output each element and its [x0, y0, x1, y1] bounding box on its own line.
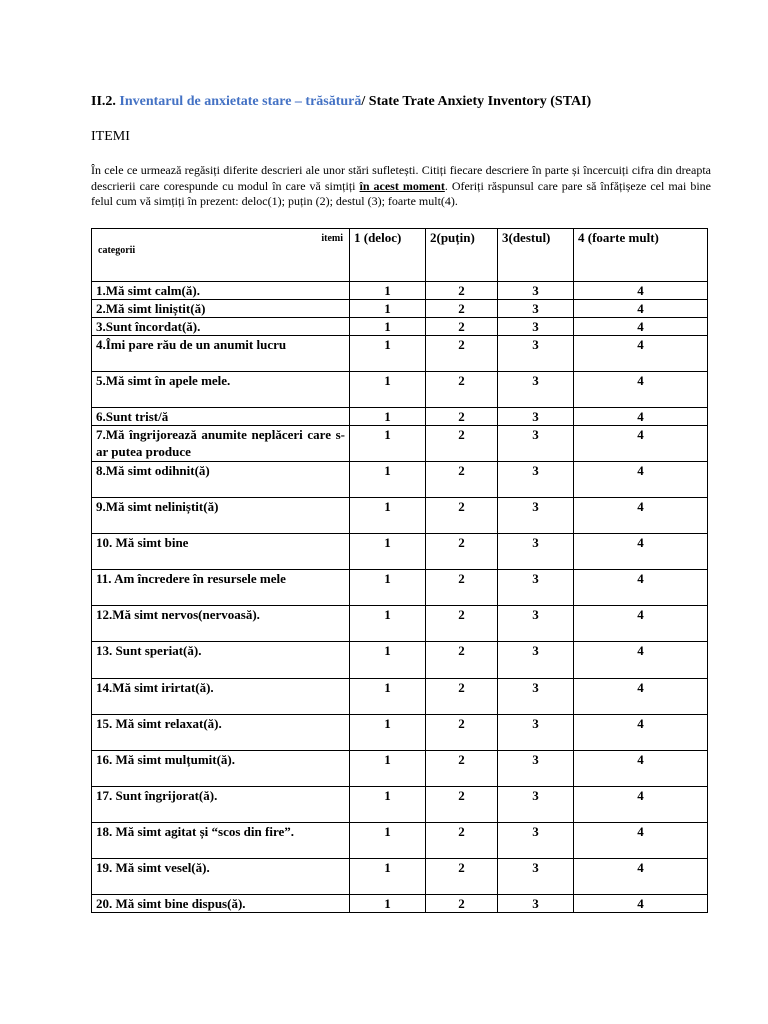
- score-option-2[interactable]: 2: [426, 859, 498, 895]
- score-option-4[interactable]: 4: [574, 336, 708, 372]
- score-option-2[interactable]: 2: [426, 570, 498, 606]
- header-foarte-mult: 4 (foarte mult): [574, 229, 708, 282]
- score-option-4[interactable]: 4: [574, 570, 708, 606]
- score-option-4[interactable]: 4: [574, 606, 708, 642]
- section-title: [91, 94, 731, 110]
- item-label: 5.Mă simt în apele mele.: [92, 372, 350, 408]
- score-option-4[interactable]: 4: [574, 751, 708, 787]
- table-row: [92, 498, 708, 534]
- score-option-3[interactable]: 3: [498, 408, 574, 426]
- score-option-1[interactable]: 1: [350, 787, 426, 823]
- score-option-1[interactable]: 1: [350, 408, 426, 426]
- score-option-1[interactable]: 1: [350, 715, 426, 751]
- score-option-3[interactable]: 3: [498, 282, 574, 300]
- score-option-3[interactable]: 3: [498, 895, 574, 913]
- item-label: 15. Mă simt relaxat(ă).: [92, 715, 350, 751]
- score-option-3[interactable]: 3: [498, 462, 574, 498]
- score-option-4[interactable]: 4: [574, 715, 708, 751]
- table-row: [92, 462, 708, 498]
- score-option-1[interactable]: 1: [350, 751, 426, 787]
- score-option-4[interactable]: 4: [574, 498, 708, 534]
- score-option-2[interactable]: 2: [426, 534, 498, 570]
- instructions-paragraph: [91, 163, 711, 210]
- score-option-4[interactable]: 4: [574, 679, 708, 715]
- table-row: [92, 282, 708, 300]
- score-option-2[interactable]: 2: [426, 751, 498, 787]
- score-option-2[interactable]: 2: [426, 408, 498, 426]
- instructions-part-2: . Oferiți răspunsul care pare să înfățișeze cel mai bine felul cum vă simțiți în prezent: deloc(1); puțin (2); destul (3); foarte mult(4).: [91, 178, 711, 208]
- score-option-1[interactable]: 1: [350, 679, 426, 715]
- score-option-1[interactable]: 1: [350, 372, 426, 408]
- table-row: [92, 318, 708, 336]
- table-row: [92, 895, 708, 913]
- score-option-4[interactable]: 4: [574, 300, 708, 318]
- score-option-3[interactable]: 3: [498, 606, 574, 642]
- score-option-2[interactable]: 2: [426, 642, 498, 679]
- table-row: [92, 715, 708, 751]
- score-option-2[interactable]: 2: [426, 426, 498, 462]
- table-row: [92, 534, 708, 570]
- corner-itemi-label: itemi: [321, 233, 343, 244]
- score-option-3[interactable]: 3: [498, 751, 574, 787]
- score-option-4[interactable]: 4: [574, 408, 708, 426]
- item-label: 11. Am încredere în resursele mele: [92, 570, 350, 606]
- score-option-2[interactable]: 2: [426, 462, 498, 498]
- score-option-3[interactable]: 3: [498, 426, 574, 462]
- score-option-1[interactable]: 1: [350, 606, 426, 642]
- score-option-1[interactable]: 1: [350, 300, 426, 318]
- score-option-3[interactable]: 3: [498, 372, 574, 408]
- header-destul: 3(destul): [498, 229, 574, 282]
- header-putin: 2(puțin): [426, 229, 498, 282]
- corner-header-cell: [92, 229, 350, 282]
- score-option-1[interactable]: 1: [350, 534, 426, 570]
- table-row: [92, 642, 708, 679]
- table-header-row: [92, 229, 708, 282]
- score-option-4[interactable]: 4: [574, 534, 708, 570]
- itemi-label: ITEMI: [91, 129, 130, 144]
- item-label: 9.Mă simt neliniștit(ă): [92, 498, 350, 534]
- table-row: [92, 859, 708, 895]
- score-option-3[interactable]: 3: [498, 534, 574, 570]
- score-option-4[interactable]: 4: [574, 282, 708, 300]
- score-option-2[interactable]: 2: [426, 498, 498, 534]
- score-option-4[interactable]: 4: [574, 318, 708, 336]
- item-label: 8.Mă simt odihnit(ă): [92, 462, 350, 498]
- score-option-1[interactable]: 1: [350, 642, 426, 679]
- item-label: 12.Mă simt nervos(nervoasă).: [92, 606, 350, 642]
- table-row: [92, 679, 708, 715]
- score-option-1[interactable]: 1: [350, 462, 426, 498]
- instructions-part-1: În cele ce urmează regăsiți diferite descrieri ale unor stări sufletești. Citiți fiecare descriere în parte și încercuiți cifra din dreapta descrierii care corespunde cu modul în care vă simțiți: [91, 163, 711, 193]
- score-option-4[interactable]: 4: [574, 372, 708, 408]
- score-option-1[interactable]: 1: [350, 823, 426, 859]
- score-option-1[interactable]: 1: [350, 318, 426, 336]
- score-option-1[interactable]: 1: [350, 570, 426, 606]
- score-option-3[interactable]: 3: [498, 570, 574, 606]
- score-option-3[interactable]: 3: [498, 859, 574, 895]
- item-label: 10. Mă simt bine: [92, 534, 350, 570]
- score-option-4[interactable]: 4: [574, 859, 708, 895]
- score-option-1[interactable]: 1: [350, 498, 426, 534]
- score-option-1[interactable]: 1: [350, 426, 426, 462]
- score-option-1[interactable]: 1: [350, 336, 426, 372]
- instructions-emphasis: în acest moment: [359, 178, 445, 193]
- item-label: 20. Mă simt bine dispus(ă).: [92, 895, 350, 913]
- score-option-2[interactable]: 2: [426, 679, 498, 715]
- item-label: 7.Mă îngrijorează anumite neplăceri care s-ar putea produce: [92, 426, 350, 462]
- score-option-3[interactable]: 3: [498, 823, 574, 859]
- title-suffix: / State Trate Anxiety Inventory (STAI): [361, 94, 592, 109]
- table-row: [92, 372, 708, 408]
- score-option-2[interactable]: 2: [426, 300, 498, 318]
- item-label: 6.Sunt trist/ă: [92, 408, 350, 426]
- table-row: [92, 823, 708, 859]
- score-option-3[interactable]: 3: [498, 787, 574, 823]
- score-option-2[interactable]: 2: [426, 895, 498, 913]
- title-prefix: II.2.: [91, 94, 120, 109]
- table-row: [92, 570, 708, 606]
- score-option-3[interactable]: 3: [498, 679, 574, 715]
- header-deloc: 1 (deloc): [350, 229, 426, 282]
- score-option-4[interactable]: 4: [574, 462, 708, 498]
- score-option-1[interactable]: 1: [350, 282, 426, 300]
- score-option-3[interactable]: 3: [498, 715, 574, 751]
- score-option-1[interactable]: 1: [350, 859, 426, 895]
- item-label: 3.Sunt încordat(ă).: [92, 318, 350, 336]
- item-label: 13. Sunt speriat(ă).: [92, 642, 350, 679]
- table-row: [92, 606, 708, 642]
- score-option-1[interactable]: 1: [350, 895, 426, 913]
- item-label: 4.Îmi pare rău de un anumit lucru: [92, 336, 350, 372]
- score-option-4[interactable]: 4: [574, 787, 708, 823]
- score-option-4[interactable]: 4: [574, 642, 708, 679]
- table-row: [92, 787, 708, 823]
- score-option-3[interactable]: 3: [498, 318, 574, 336]
- corner-categorii-label: categorii: [98, 245, 136, 256]
- score-option-2[interactable]: 2: [426, 318, 498, 336]
- score-option-3[interactable]: 3: [498, 336, 574, 372]
- item-label: 1.Mă simt calm(ă).: [92, 282, 350, 300]
- score-option-2[interactable]: 2: [426, 336, 498, 372]
- stai-table: [91, 228, 708, 913]
- score-option-4[interactable]: 4: [574, 426, 708, 462]
- score-option-2[interactable]: 2: [426, 715, 498, 751]
- score-option-3[interactable]: 3: [498, 642, 574, 679]
- item-label: 2.Mă simt liniștit(ă): [92, 300, 350, 318]
- item-label: 14.Mă simt irirtat(ă).: [92, 679, 350, 715]
- score-option-2[interactable]: 2: [426, 787, 498, 823]
- item-label: 18. Mă simt agitat și “scos din fire”.: [92, 823, 350, 859]
- table-row: [92, 300, 708, 318]
- item-label: 19. Mă simt vesel(ă).: [92, 859, 350, 895]
- table-row: [92, 408, 708, 426]
- table-row: [92, 751, 708, 787]
- item-label: 16. Mă simt mulțumit(ă).: [92, 751, 350, 787]
- score-option-3[interactable]: 3: [498, 498, 574, 534]
- title-accent: Inventarul de anxietate stare – trăsătură: [119, 94, 362, 109]
- score-option-3[interactable]: 3: [498, 300, 574, 318]
- item-label: 17. Sunt îngrijorat(ă).: [92, 787, 350, 823]
- score-option-2[interactable]: 2: [426, 282, 498, 300]
- table-row: [92, 336, 708, 372]
- score-option-2[interactable]: 2: [426, 606, 498, 642]
- score-option-2[interactable]: 2: [426, 372, 498, 408]
- score-option-4[interactable]: 4: [574, 823, 708, 859]
- table-row: [92, 426, 708, 462]
- score-option-4[interactable]: 4: [574, 895, 708, 913]
- score-option-2[interactable]: 2: [426, 823, 498, 859]
